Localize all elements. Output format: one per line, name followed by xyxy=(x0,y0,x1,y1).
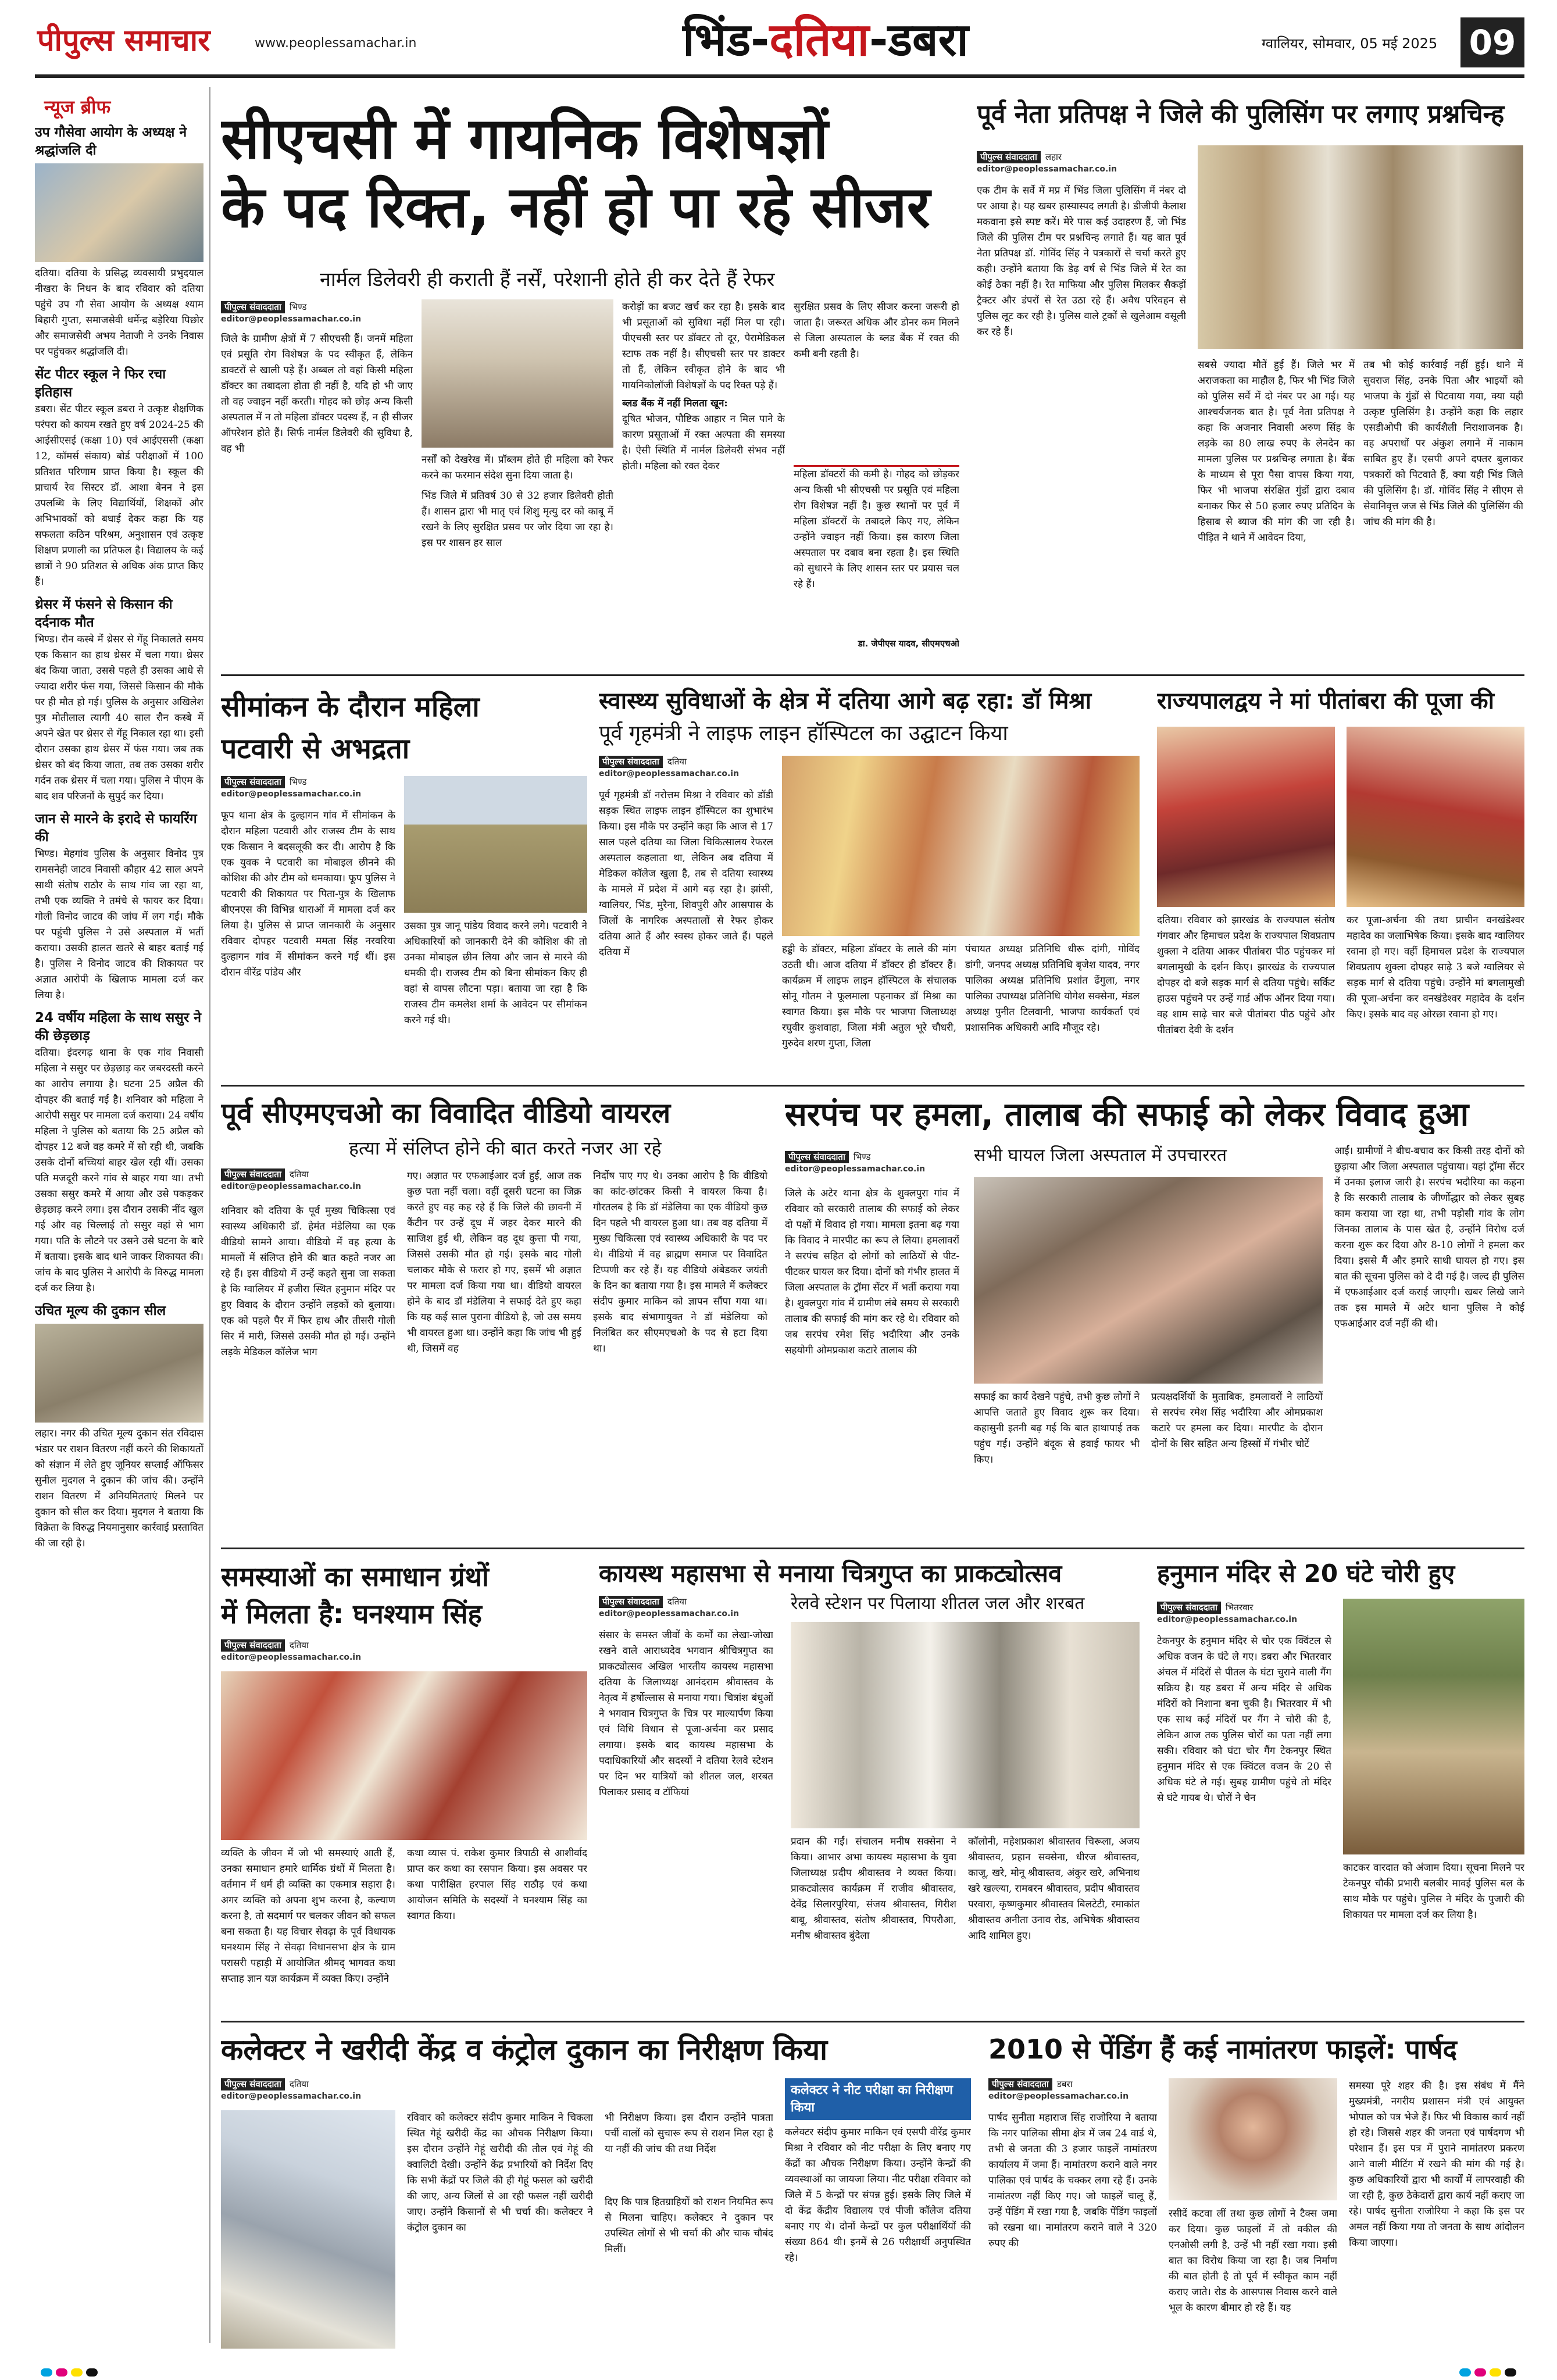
website-url: www.peoplessamachar.in xyxy=(255,36,417,51)
hospital-byline: पीपुल्स संवाददाता दतिया editor@peoplessamachar.co.in xyxy=(599,756,740,778)
caesar-body-3: करोड़ों का बजट खर्च कर रहा है। इसके बाद भी प्रसूताओं को सुविधा नहीं मिल पा रही। पीएचसी स्तर पर डॉक्टर तो दूर, पैरामेडिकल स्टाफ तक नहीं है। सीएचसी स्तर पर डाक्टर तो हैं, लेकिन स्वीकृत होने के बाद भी गायनिकोलॉजी विशेषज्ञों के पद रिक्त पड़े हैं। ब्लड बैंक में नहीं मिलता खून: दूषित भोजन, पौष्टिक आहार न मिल पाने के कारण प्रसूताओं में रक्त अल्पता की समस्या है। ऐसी स्थिति में नार्मल डिलेवरी संभव नहीं होती। महिला को रक्त देकर xyxy=(622,301,785,472)
magenta-mark xyxy=(1474,2368,1486,2377)
story-hanuman xyxy=(1157,1552,1524,2017)
neet-box-title: कलेक्टर ने नीट परीक्षा का निरीक्षण किया xyxy=(785,2078,971,2120)
policing-body-1: एक टीम के सर्वे में मप्र में भिंड जिला पुलिसिंग में नंबर दो पर आया है। यह खबर हास्यास्पद लगती है। डीजीपी कैलाश मकवाना इसे स्पष्ट करें। मेरे पास कई उदाहरण हैं, जो भिंड जिले की पुलिस टीम पर प्रश्नचिन्ह लगाते हैं। यह बात पूर्व नेता प्रतिपक्ष डॉ. गोविंद सिंह ने पत्रकारों से चर्चा करते हुए कही। उन्होंने बताया कि डेढ़ वर्ष से भिंड जिले में रेत का कोई ठेका नहीं है। रेत माफिया और पुलिस मिलकर सैकड़ों ट्रैक्टर और डंपरों से रेत उठा रहे हैं। अवैध परिवहन से पुलिस लूट कर रही है। पुलिस वाले ट्रकों से खुलेआम वसूली कर रहे हैं। xyxy=(977,185,1186,338)
cmho-body-3: निर्दोष पाए गए थे। उनका आरोप है कि वीडियो का कांट-छांटकर किसी ने वायरल किया है। गौरतलब है कि डॉ मंडेलिया का एक वीडियो कुछ दिन पहले भी वायरल हुआ था। तब वह दतिया में मुख्य चिकित्सा एवं स्वास्थ्य अधिकारी के पद पर थे। वीडियो में वह ब्राह्मण समाज पर विवादित टिप्पणी कर रहे हैं। यह वीडियो अंबेडकर जयंती के दिन का बताया गया है। इस मामले में कलेक्टर संदीप कुमार माकिन को ज्ञापन सौंपा गया था। इसके बाद संभागायुक्त ने डॉ मंडेलिया को निलंबित कर सीएमएचओ के पद से हटा दिया था। xyxy=(593,1170,767,1355)
patwari-body-1: फूप थाना क्षेत्र के दुल्हागन गांव में सीमांकन के दौरान महिला पटवारी और राजस्व टीम के साथ एक किसान ने बदसलूकी कर दी। आरोप है कि एक युवक ने पटवारी का मोबाइल छीनने की कोशिश की और टीम को धमकाया। फूप पुलिस ने पटवारी की शिकायत पर पिता-पुत्र के खिलाफ बीएनएस की विभिन्न धाराओं में मामला दर्ज कर लिया है। पुलिस से प्राप्त जानकारी के अनुसार रविवार दोपहर पटवारी ममता सिंह नरवरिया दुल्हागन गांव में सीमांकन करने गई थीं। इस दौरान वीरेंद्र पांडेय और xyxy=(221,810,395,978)
caesar-subhead: नार्मल डिलेवरी ही कराती हैं नर्सें, परेशानी होते ही कर देते हैं रेफर xyxy=(320,269,775,291)
collector-headline: कलेक्टर ने खरीदी केंद्र व कंट्रोल दुकान का निरीक्षण किया xyxy=(221,2033,828,2067)
granth-photo xyxy=(221,1671,587,1840)
left-column-divider xyxy=(209,87,210,2343)
story-caesar xyxy=(221,87,962,671)
sarpanch-body-2: सफाई का कार्य देखने पहुंचे, तभी कुछ लोगों ने आपत्ति जताते हुए विवाद शुरू कर दिया। कहासुनी इतनी बढ़ गई कि बात हाथापाई तक पहुंच गई। उन्होंने बंदूक से हवाई फायर भी किए। xyxy=(974,1391,1140,1466)
masthead-rule xyxy=(35,74,1524,78)
neet-box xyxy=(785,2078,971,2352)
pitambara-photo-2 xyxy=(1347,727,1524,907)
brief-item: उप गौसेवा आयोग के अध्यक्ष ने श्रद्धांजलि दी दतिया। दतिया के प्रसिद्ध व्यवसायी प्रभुदयाल नीखरा के निधन के बाद रविवार को दतिया पहुंचे उप गौ सेवा आयोग के अध्यक्ष श्याम बिहारी गुप्ता, समाजसेवी धर्मेन्द्र बड़ेरिया पिछोर और समाजसेवी अभय नेताजी ने उनके निवास पर पहुंचकर श्रद्धांजलि दी। xyxy=(35,125,203,358)
cmho-body-1: शनिवार को दतिया के पूर्व मुख्य चिकित्सा एवं स्वास्थ्य अधिकारी डॉ. हेमंत मंडेलिया का एक वीडियो सामने आया। वीडियो में वह हत्या के मामलों में संलिप्त होने की बात कहते नजर आ रहे हैं। इस वीडियो में उन्हें कहते सुना जा सकता है कि ग्वालियर में हजीरा स्थित हनुमान मंदिर पर हुए विवाद के दौरान उन्होंने लड़कों को बुलाया। एक को पहले पैर में फिर हाथ और तीसरी गोली सिर में मारी, जिससे उसकी मौत हो गई। उन्होंने लड़के मेडिकल कॉलेज भाग xyxy=(221,1205,395,1358)
kayastha-headline: कायस्थ महासभा से मनाया चित्रगुप्त का प्राकट्योत्सव xyxy=(599,1559,1062,1588)
kayastha-body-2: प्रदान की गईं। संचालन मनीष सक्सेना ने किया। आभार अभा कायस्थ महासभा के युवा जिलाध्यक्ष प्रदीप श्रीवास्तव ने व्यक्त किया। प्राकट्योत्सव कार्यक्रम में राजीव श्रीवास्तव, देवेंद्र सिलारपुरिया, संजय श्रीवास्तव, गिरीश बाबू, श्रीवास्तव, संतोष श्रीवास्तव, पिपरौआ, मनीष श्रीवास्तव बुंदेला xyxy=(791,1836,956,1942)
hospital-photo xyxy=(782,756,1140,936)
black-mark xyxy=(86,2368,98,2377)
story-pitambara xyxy=(1157,680,1524,1081)
patwari-photo xyxy=(404,776,587,913)
hanuman-photo xyxy=(1343,1599,1524,1854)
granth-body-1: व्यक्ति के जीवन में जो भी समस्याएं आती हैं, उनका समाधान हमारे धार्मिक ग्रंथों में मिलता है। वर्तमान में धर्म ही व्यक्ति का एकमात्र सहारा है। अगर व्यक्ति को अपना शुभ करना है, कल्याण करना है, तो सदमार्ग पर चलकर जीवन को सफल बना सकता है। यह विचार सेवढ़ा के पूर्व विधायक घनश्याम सिंह ने सेवढ़ा विधानसभा क्षेत्र के ग्राम परासरी पहाड़ी में आयोजित श्रीमद् भागवत कथा सप्ताह ज्ञान यज्ञ कार्यक्रम में व्यक्त किए। उन्होंने xyxy=(221,1847,395,1985)
kayastha-byline: पीपुल्स संवाददाता दतिया editor@peoplessamachar.co.in xyxy=(599,1596,740,1618)
pitambara-body-2: कर पूजा-अर्चना की तथा प्राचीन वनखंडेश्वर महादेव का जलाभिषेक किया। इसके बाद ग्वालियर रवाना हो गए। वहीं हिमाचल प्रदेश के राज्यपाल शिवप्रताप शुक्ला दोपहर साढ़े 3 बजे ग्वालियर से सड़क मार्ग से दतिया पहुंचे। उन्होंने मां बगलामुखी की पूजा-अर्चना कर वनखंडेश्वर महादेव के दर्शन किए। इसके बाद वह ओरछा रवाना हो गए। xyxy=(1347,914,1524,1020)
story-patwari xyxy=(221,680,587,1081)
cyan-mark xyxy=(1459,2368,1471,2377)
namantaran-body-1: पार्षद सुनीता महाराज सिंह राजोरिया ने बताया कि नगर पालिका सीमा क्षेत्र में जब 24 वार्ड थे, तभी से जनता की 3 हजार फाइलें नामांतरण कार्यालय में जमा हैं। नामांतरण कराने वाले नगर पालिका एवं पार्षद के चक्कर लगा रहे हैं। उनके नामांतरण नहीं किए गए। जो फाइलें चालू हैं, उन्हें पेंडिंग में रखा गया है, जबकि पेंडिंग फाइलों को रखना था। नामांतरण कराने वाले ने 320 रुपए की xyxy=(988,2112,1157,2249)
hanuman-headline: हनुमान मंदिर से 20 घंटे चोरी हुए xyxy=(1157,1559,1455,1588)
cmho-body-2: गए। अज्ञात पर एफआईआर दर्ज हुई, आज तक कुछ पता नहीं चला। वहीं दूसरी घटना का जिक्र करते हुए वह कह रहे हैं कि जिले की छावनी में कैंटीन पर उन्हें दूध में जहर देकर मारने की साजिश हुई थी, लेकिन वह दूध कुत्ता पी गया, जिससे उसकी मौत हो गई। इसके बाद गोली चलाकर मौके से फरार हो गए, इसमें भी अज्ञात पर मामला दर्ज किया गया था। वीडियो वायरल होने के बाद डॉ मंडेलिया ने सफाई देते हुए कहा कि यह कई साल पुराना वीडियो है, जो उस समय भी वायरल हुआ था। उन्होंने कहा कि जांच भी हुई थी, जिसमें वह xyxy=(407,1170,581,1355)
brief-item: जान से मारने के इरादे से फायरिंग की भिण्ड। मेहगांव पुलिस के अनुसार विनोद पुत्र रामसनेही जाटव निवासी कौहार 42 साल अपने साथी संतोष राठौर के साथ गांव जा रहा था, तभी एक व्यक्ति ने तमंचे से फायर कर दिया। गोली विनोद जाटव की जांघ में लग गई। मौके पर पहुंची पुलिस ने उसे अस्पताल में भर्ती कराया। उसकी हालत खतरे से बाहर बताई गई है। पुलिस ने विनोद जाटव की शिकायत पर अज्ञात आरोपी के खिलाफ मामला दर्ज कर लिया है। xyxy=(35,812,203,1001)
sarpanch-body-1: जिले के अटेर थाना क्षेत्र के शुक्लपुरा गांव में रविवार को सरकारी तालाब की सफाई को लेकर दो पक्षों में विवाद हो गया। मामला इतना बढ़ गया कि विवाद ने मारपीट का रूप ले लिया। हमलावरों ने सरपंच सहित दो लोगों को लाठियों से पीट-पीटकर घायल कर दिया। दोनों को गंभीर हालत में जिला अस्पताल के ट्रॉमा सेंटर में भर्ती कराया गया है। शुक्लपुरा गांव में ग्रामीण लंबे समय से सरकारी तालाब की सफाई की मांग कर रहे थे। रविवार को जब सरपंच रमेश सिंह भदौरिया और उनके सहयोगी ओमप्रकाश कटारे तालाब की xyxy=(785,1188,959,1356)
caesar-headline: सीएचसी में गायनिक विशेषज्ञों के पद रिक्त, नहीं हो पा रहे सीजर xyxy=(221,106,930,241)
namantaran-byline: पीपुल्स संवाददाता डबरा editor@peoplessamachar.co.in xyxy=(988,2079,1129,2101)
granth-byline: पीपुल्स संवाददाता दतिया editor@peoplessamachar.co.in xyxy=(221,1640,362,1662)
collector-photo xyxy=(221,2110,395,2349)
story-collector xyxy=(221,2026,971,2357)
brief-item: सेंट पीटर स्कूल ने फिर रचा इतिहास डबरा। सेंट पीटर स्कूल डबरा ने उत्कृष्ट शैक्षणिक परंपरा को कायम रखते हुए वर्ष 2024-25 की आईसीएसई (कक्षा 10) एवं आईएससी (कक्षा 12, कॉमर्स संकाय) बोर्ड परीक्षाओं में 100 प्रतिशत परिणाम प्राप्त किया है। स्कूल की प्राचार्य रेव सिस्टर डॉ. आशा बेनन ने इस उपलब्धि के लिए विद्यार्थियों, शिक्षकों और अभिभावकों को बधाई देकर कहा कि यह सफलता कठिन परिश्रम, अनुशासन एवं उत्कृष्ट शिक्षण प्रणाली का प्रतिफल है। विद्यालय के कई छात्रों ने 90 प्रतिशत से अधिक अंक प्राप्त किए हैं। xyxy=(35,367,203,588)
caesar-body-1: जिले के ग्रामीण क्षेत्रों में 7 सीएचसी हैं। जनमें महिला एवं प्रसूति रोग विशेषज्ञ के पद स्वीकृत हैं, लेकिन डाक्टरों से खाली पड़े हैं। अब्बल तो वहां किसी महिला डॉक्टर का तबादला होता ही नहीं है, यदि हो भी जाए तो वह ज्वाइन नहीं करती। गोहद को छोड़ अन्य किसी अस्पताल में न तो महिला डॉक्टर पदस्थ हैं, न ही सीजर ऑपरेशन होते हैं। सिर्फ नार्मल डिलेवरी की सुविधा है, वह भी xyxy=(221,333,413,455)
namantaran-headline: 2010 से पेंडिंग हैं कई नामांतरण फाइलें: पार्षद xyxy=(988,2034,1457,2065)
kayastha-subhead: रेलवे स्टेशन पर पिलाया शीतल जल और शरबत xyxy=(791,1593,1085,1614)
story-kayastha xyxy=(599,1552,1140,2017)
policing-headline: पूर्व नेता प्रतिपक्ष ने जिले की पुलिसिंग पर लगाए प्रश्नचिन्ह xyxy=(977,99,1505,129)
print-registration-marks xyxy=(0,2365,1557,2380)
story-namantaran xyxy=(988,2026,1524,2357)
brand-name: पीपुल्स समाचार xyxy=(37,23,210,58)
yellow-mark xyxy=(1490,2368,1501,2377)
patwari-headline: सीमांकन के दौरान महिला पटवारी से अभद्रता xyxy=(221,691,480,765)
pitambara-photo-1 xyxy=(1157,727,1335,907)
brand-logo xyxy=(37,23,210,58)
caesar-photo xyxy=(422,299,613,448)
caesar-body-5: सुरक्षित प्रसव के लिए सीजर करना जरूरी हो जाता है। जरूरत अधिक और डोनर कम मिलने से जिला अस्पताल के ब्लड बैंक में रक्त की कमी बनी रहती है। xyxy=(794,301,959,360)
story-cmho xyxy=(221,1090,767,1543)
hospital-body-1: पूर्व गृहमंत्री डॉ नरोत्तम मिश्रा ने रविवार को डॉडी सड़क स्थित लाइफ लाइन हॉस्पिटल का शुभारंभ किया। इस मौके पर उन्होंने कहा कि आज से 17 साल पहले दतिया का जिला चिकित्सालय रेफरल अस्पताल कहलाता था, लेकिन अब दतिया में मेडिकल कॉलेज खुला है, तब से दतिया स्वास्थ्य के मामले में प्रदेश में आगे बढ़ रहा है। झांसी, ग्वालियर, भिंड, मुरैना, शिवपुरी और आसपास के जिलों के नागरिक अस्पतालों से रेफर होकर दतिया आते हैं और स्वस्थ होकर जाते हैं। पहले दतिया में xyxy=(599,789,773,958)
brief-item: थ्रेसर में फंसने से किसान की दर्दनाक मौत भिण्ड। रौन कस्बे में थ्रेसर से गेंहू निकालते समय एक किसान का हाथ थ्रेसर में चला गया। थ्रेसर बंद किया जाता, उससे पहले ही उसका आधे से ज्यादा शरीर फंस गया, जिससे किसान की मौके पर ही मौत हो गई। पुलिस के अनुसार अखिलेश पुत्र मोतीलाल त्यागी 40 साल रौन कस्बे में अपने खेत पर थ्रेसर से गेंहू निकाल रहा था। इसी दौरान उसका हाथ थ्रेसर में फंस गया। जब तक थ्रेसर को बंद किया जाता, तब तक उसका शरीर गर्दन तक थ्रेसर में चला गया। पुलिस ने पीएम के बाद शव परिजनों के सुपुर्द कर दिया। xyxy=(35,597,203,802)
row-divider-2 xyxy=(221,1085,1524,1087)
dateline: ग्वालियर, सोमवार, 05 मई 2025 xyxy=(1262,35,1438,52)
caesar-quote-box: महिला डॉक्टरों की कमी है। गोहद को छोड़कर अन्य किसी भी सीएचसी पर प्रसूति एवं महिला रोग विशेषज्ञ नहीं है। कुछ स्थानों पर पूर्व में महिला डॉक्टरों के तबादले किए गए, लेकिन उन्होंने ज्वाइन नहीं किया। इस कारण जिला अस्पताल पर दबाव बना रहता है। इस स्थिति को सुधारने के लिए शासन स्तर पर प्रयास चल रहे हैं। डा. जेपीएस यादव, सीएमएचओ xyxy=(794,465,959,673)
namantaran-body-2: रसीदें कटवा लीं तथा कुछ लोगों ने टैक्स जमा कर दिया। कुछ फाइलों में तो वकील की एनओसी लगी है, उन्हें भी नहीं रखा गया। इसी बात का विरोध किया जा रहा है। जब निर्माण की बात होती है तो पूर्व में स्वीकृत काम नहीं कराए जाते। रोड के आसपास निवास करने वाले भूल के कारण बीमार हो रहे हैं। यह xyxy=(1169,2208,1337,2314)
namantaran-portrait xyxy=(1169,2078,1337,2200)
hospital-kicker: स्वास्थ्य सुविधाओं के क्षेत्र में दतिया आगे बढ़ रहा: डॉ मिश्रा xyxy=(599,688,1092,714)
sarpanch-subhead: सभी घायल जिला अस्पताल में उपचाररत xyxy=(974,1145,1227,1166)
sarpanch-body-3: प्रत्यक्षदर्शियों के मुताबिक, हमलावरों ने लाठियों से सरपंच रमेश सिंह भदौरिया और ओमप्रकाश कटारे पर हमला कर दिया। मारपीट के दौरान दोनों के सिर सहित अन्य हिस्सों में गंभीर चोटें xyxy=(1151,1391,1323,1450)
story-policing xyxy=(977,87,1523,671)
granth-body-2: कथा व्यास पं. राकेश कुमार त्रिपाठी से आशीर्वाद प्राप्त कर कथा का रसपान किया। इस अवसर पर कथा पारीक्षित हरपाल सिंह राठौड़ एवं कथा आयोजन समिति के सदस्यों ने घनश्याम सिंह का स्वागत किया। xyxy=(407,1847,587,1922)
row-divider-4 xyxy=(221,2021,1524,2022)
masthead xyxy=(0,0,1557,81)
news-brief-list xyxy=(35,124,203,1552)
policing-byline: पीपुल्स संवाददाता लहार editor@peoplessamachar.co.in xyxy=(977,152,1117,174)
neet-box-body: कलेक्टर संदीप कुमार माकिन एवं एसपी वीरेंद्र कुमार मिश्रा ने रविवार को नीट परीक्षा के लिए बनाए गए केंद्रों का औचक निरीक्षण किया। उन्होंने केन्द्रों की व्यवस्थाओं का जायजा लिया। नीट परीक्षा रविवार को जिले में 5 केन्द्रों पर संपन्न हुई। इसके लिए जिले में दो केंद्र केंद्रीय विद्यालय एवं पीजी कॉलेज दतिया बनाए गए थे। दोनों केन्द्रों पर कुल परीक्षार्थियों की संख्या 864 थी। इनमें से 26 परीक्षार्थी अनुपस्थित रहे। xyxy=(785,2127,971,2264)
patwari-byline: पीपुल्स संवाददाता भिण्ड editor@peoplessamachar.co.in xyxy=(221,777,362,799)
sarpanch-photo xyxy=(974,1177,1323,1384)
brief-photo xyxy=(35,163,203,262)
kayastha-photo xyxy=(791,1622,1140,1828)
hospital-body-3: पंचायत अध्यक्ष प्रतिनिधि धीरू दांगी, गोविंद डांगी, जनपद अध्यक्ष प्रतिनिधि बृजेश यादव, नगर पालिका अध्यक्ष प्रतिनिधि प्रशांत ढेंगुला, नगर पालिका उपाध्यक्ष प्रतिनिधि योगेश सक्सेना, मंडल अध्यक्ष पुनीत टिलवानी, भाजपा कार्यकर्ता एवं प्रशासनिक अधिकारी आदि मौजूद रहे। xyxy=(965,944,1140,1034)
kayastha-body-3: कॉलोनी, महेशप्रकाश श्रीवास्तव चिरूला, अजय श्रीवास्तव, प्रहान सक्सेना, धीरज श्रीवास्तव, काजू, खरे, मोनू श्रीवास्तव, अंकुर खरे, अभिनाथ खरे खल्ल्या, रामबरन श्रीवास्तव, प्रदीप श्रीवास्तव परवारा, कृष्णकुमार श्रीवास्तव बिलटेटी, रमाकांत श्रीवास्तव अनीता उनाव रोड, अभिषेक श्रीवास्तव आदि शामिल हुए। xyxy=(968,1836,1140,1942)
story-granth xyxy=(221,1552,587,2017)
cmho-headline: पूर्व सीएमएचओ का विवादित वीडियो वायरल xyxy=(221,1097,671,1130)
brief-item: 24 वर्षीय महिला के साथ ससुर ने की छेड़छाड़ दतिया। इंदरगढ़ थाना के एक गांव निवासी महिला ने ससुर पर छेड़छाड़ कर जबरदस्ती करने का आरोप लगाया है। घटना 25 अप्रैल की दोपहर की बताई गई है। शनिवार को महिला ने आरोपी ससुर पर मामला दर्ज कराया। 24 वर्षीय महिला ने पुलिस को बताया कि 25 अप्रैल को दोपहर 12 बजे वह कमरे में सो रही थी, जबकि उसके दोनों बच्चियां बाहर खेल रही थीं। उसका पति मजदूरी करने गांव से बाहर गया था। तभी उसका ससुर कमरे में आया और उसे पकड़कर छेड़छाड़ करने लगा। इस दौरान उसकी नींद खुल गई और वह चिल्लाई तो ससुर वहां से भाग गया। पति के लौटने पर उसने उसे घटना के बारे में बताया। इसके बाद थाने जाकर शिकायत की। जांच के बाद पुलिस ने आरोपी के विरुद्ध मामला दर्ज कर लिया है। xyxy=(35,1010,203,1294)
yellow-mark xyxy=(71,2368,83,2377)
kayastha-body-1: संसार के समस्त जीवों के कर्मों का लेखा-जोखा रखने वाले आराध्यदेव भगवान श्रीचित्रगुप्त का प्राकट्योत्सव अखिल भारतीय कायस्थ महासभा दतिया के जिलाध्यक्ष आनंदराम श्रीवास्तव के नेतृत्व में हर्षोल्लास से मनाया गया। चित्रांश बंधुओं ने भगवान चित्रगुप्त के चित्र पर माल्यार्पण किया एवं विधि विधान से पूजा-अर्चना कर प्रसाद लगाया। इसके बाद कायस्थ महासभा के पदाधिकारियों और सदस्यों ने दतिया रेलवे स्टेशन पर दिन भर यात्रियों को शीतल जल, शरबत पिलाकर प्रसाद व टॉफियां xyxy=(599,1629,773,1798)
pitambara-headline: राज्यपालद्वय ने मां पीतांबरा की पूजा की xyxy=(1157,688,1494,714)
black-mark xyxy=(1505,2368,1516,2377)
policing-body-2: सबसे ज्यादा मौतें हुई हैं। जिले भर में अराजकता का माहौल है, फिर भी भिंड जिले को पुलिस सर्वे में दो नंबर पर आ गई। यह आश्चर्यजनक बात है। पूर्व नेता प्रतिपक्ष ने कहा कि अजनार निवासी अरुण सिंह के लड़के का 80 लाख रुपए के लेनदेन का मामला पुलिस पर प्रश्नचिन्ह लगाता है। बैंक के माध्यम से पूरा पैसा वापस किया गया, फिर भी भाजपा संरक्षित गुंडों द्वारा दबाव बनाकर फिर से 50 हजार रुपए प्रतिदिन के हिसाब से ब्याज की मांग की जा रही है। पीड़ित ने थाने में आवेदन दिया, xyxy=(1198,359,1355,544)
patwari-body-2: उसका पुत्र जानू पांडेय विवाद करने लगे। पटवारी ने अधिकारियों को जानकारी देने की कोशिश की तो उनका मोबाइल छीन लिया और जान से मारने की धमकी दी। राजस्व टीम को बिना सीमांकन किए ही वहां से वापस लौटना पड़ा। बताया जा रहा है कि राजस्व टीम कमलेश शर्मा के आवेदन पर सीमांकन करने गई थी। xyxy=(404,920,587,1026)
granth-headline: समस्याओं का समाधान ग्रंथों में मिलता है: घनश्याम सिंह xyxy=(221,1561,489,1629)
news-brief-column xyxy=(35,87,203,2343)
row-divider-1 xyxy=(221,674,1524,676)
hospital-headline: पूर्व गृहमंत्री ने लाइफ लाइन हॉस्पिटल का उद्घाटन किया xyxy=(599,721,1008,745)
page-number: 09 xyxy=(1460,17,1524,67)
hospital-body-2: हड्डी के डॉक्टर, महिला डॉक्टर के लाले की मांग उठती थी। आज दतिया में डॉक्टर ही डॉक्टर हैं। कार्यक्रम में लाइफ लाइन हॉस्पिटल के संचालक सोनू गौतम ने फूलमाला पहनाकर डॉ मिश्रा का स्वागत किया। इस मौके पर भाजपा जिलाध्यक्ष रघुवीर कुशवाहा, जिला मंत्री अतुल भूरे चौधरी, गुरुदेव शरण गुप्ता, जिला xyxy=(782,944,956,1049)
hanuman-body-2: काटकर वारदात को अंजाम दिया। सूचना मिलने पर टेकनपुर चौकी प्रभारी बलबीर मावई पुलिस बल के साथ मौके पर पहुंचे। पुलिस ने मंदिर के पुजारी की शिकायत पर मामला दर्ज कर लिया है। xyxy=(1343,1862,1524,1921)
brief-photo xyxy=(35,1324,203,1423)
sarpanch-byline: पीपुल्स संवाददाता भिण्ड editor@peoplessamachar.co.in xyxy=(785,1152,926,1174)
collector-body-1: रविवार को कलेक्टर संदीप कुमार माकिन ने चिकला स्थित गेहूं खरीदी केंद्र का औचक निरीक्षण किया। इस दौरान उन्होंने गेहूं खरीदी की तौल एवं गेहूं की क्वालिटी देखी। उन्होंने केंद्र प्रभारियों को निर्देश दिए कि सभी केंद्रों पर जिले की ही गेहूं फसल को खरीदी की जाए, अन्य जिलों से आ रही फसल नहीं खरीदी जाए। उन्होंने किसानों से भी चर्चा की। कलेक्टर ने कंट्रोल दुकान का xyxy=(407,2112,593,2234)
hanuman-byline: पीपुल्स संवाददाता भितरवार editor@peoplessamachar.co.in xyxy=(1157,1602,1298,1624)
policing-body-3: तब भी कोई कार्रवाई नहीं हुई। थाने में सुवराज सिंह, उनके पिता और भाइयों को भाजपा के गुंडों से पिटवाया गया, क्या यही उत्कृष्ट पुलिसिंग है। उन्होंने कहा कि लहार एसडीओपी की कार्यशैली निराशाजनक है। वह अपराधों पर अंकुश लगाने में नाकाम साबित हुए हैं। एसपी अपने दफ्तर बुलाकर पत्रकारों को पिटवाते हैं, क्या यही भिंड जिले की पुलिसिंग है। डॉ. गोविंद सिंह ने सीएम से सेवानिवृत्त जज से भिंड जिले की पुलिसिंग की जांच की मांग की है। xyxy=(1363,359,1523,528)
sarpanch-headline: सरपंच पर हमला, तालाब की सफाई को लेकर विवाद हुआ xyxy=(785,1096,1469,1134)
story-sarpanch xyxy=(785,1090,1524,1543)
namantaran-body-3: समस्या पूरे शहर की है। इस संबंध में मैंने मुख्यमंत्री, नगरीय प्रशासन मंत्री एवं आयुक्त भोपाल को पत्र भेजे हैं। फिर भी विकास कार्य नहीं हो रहे। जिससे शहर की जनता एवं पार्षदगण भी परेशान हैं। इस पत्र में पुराने नामांतरण प्रकरण आने वाली मीटिंग में रखने की मांग की गई है। कुछ अधिकारियों द्वारा भी कार्यों में लापरवाही की जा रही है, कुछ ठेकेदारों द्वारा कार्य नहीं कराए जा रहे। पार्षद सुनीता राजोरिया ने कहा कि इस पर अमल नहीं किया गया तो जनता के साथ आंदोलन किया जाएगा। xyxy=(1349,2080,1524,2249)
cyan-mark xyxy=(41,2368,52,2377)
hanuman-body-1: टेकनपुर के हनुमान मंदिर से चोर एक क्विंटल से अधिक वजन के घंटे ले गए। डबरा और भितरवार अंचल में मंदिरों से पीतल के घंटा चुराने वाली गैंग सक्रिय है। यह डबरा में अन्य मंदिर से अधिक मंदिरों को निशाना बना चुकी है। भितरवार में भी एक साथ कई मंदिरों पर गैंग ने चोरी की है, लेकिन आज तक पुलिस चोरों का पता नहीं लगा सकी। रविवार को घंटा चोर गैंग टेकनपुर स्थित हनुमान मंदिर से एक क्विंटल वजन के 20 से अधिक घंटे ले गई। सुबह ग्रामीण पहुंचे तो मंदिर से घंटे गायब थे। चोरों ने चेन xyxy=(1157,1635,1331,1804)
collector-body-2: भी निरीक्षण किया। इस दौरान उन्होंने पात्रता पर्ची वालों को सुचारू रूप से राशन मिल रहा है या नहीं की जांच की तथा निर्देश xyxy=(605,2112,773,2155)
row-divider-3 xyxy=(221,1548,1524,1549)
brief-item: उचित मूल्य की दुकान सील लहार। नगर की उचित मूल्य दुकान संत रविदास भंडार पर राशन वितरण नहीं करने की शिकायतों को संज्ञान में लेते हुए जूनियर सप्लाई ऑफिसर सुनील मुदगल ने दुकान की जांच की। उन्होंने राशन वितरण में अनियमितताएं मिलने पर दुकान को सील कर दिया। मुदगल ने बताया कि विक्रेता के विरुद्ध नियमानुसार कार्रवाई प्रस्तावित की जा रही है। xyxy=(35,1303,203,1549)
pitambara-body-1: दतिया। रविवार को झारखंड के राज्यपाल संतोष गंगवार और हिमाचल प्रदेश के राज्यपाल शिवप्रताप शुक्ला ने दतिया आकर पीतांबरा पीठ पहुंचकर मां बगलामुखी के दर्शन किए। झारखंड के राज्यपाल दोपहर दो बजे सड़क मार्ग से दतिया पहुंचे। सर्किट हाउस पहुंचने पर उन्हें गार्ड ऑफ ऑनर दिया गया। वह शाम साढ़े चार बजे पीतांबरा पीठ पहुंचे और पीतांबरा देवी के दर्शन xyxy=(1157,914,1335,1036)
collector-body-3: दिए कि पात्र हितग्राहियों को राशन नियमित रूप से मिलना चाहिए। कलेक्टर ने दुकान पर उपस्थित लोगों से भी चर्चा की और चाक चौबंद मिलीं। xyxy=(605,2196,773,2255)
policing-photo xyxy=(1198,145,1523,349)
sarpanch-body-4: आईं। ग्रामीणों ने बीच-बचाव कर किसी तरह दोनों को छुड़ाया और जिला अस्पताल पहुंचाया। यहां ट्रॉमा सेंटर में उनका इलाज जारी है। सरपंच भदौरिया का कहना है कि सरकारी तालाब के जीर्णोद्धार को लेकर सुबह काम कराया जा रहा था, तभी पड़ोसी गांव के लोग जिनका तालाब के पास खेत है, उन्होंने विरोध दर्ज करना शुरू कर दिया और 8-10 लोगों ने हमला कर दिया। इससे मैं और हमारे साथी घायल हो गए। इस बात की सूचना पुलिस को दे दी गई है। जल्द ही पुलिस में एफआईआर दर्ज कराई जाएगी। खबर लिखे जाने तक इस मामले में अटेर थाना पुलिस ने कोई एफआईआर दर्ज नहीं की थी। xyxy=(1334,1145,1524,1330)
story-hospital xyxy=(599,680,1140,1081)
magenta-mark xyxy=(56,2368,67,2377)
caesar-body-2: भिंड जिले में प्रतिवर्ष 30 से 32 हजार डिलेवरी होती हैं। शासन द्वारा भी मातृ एवं शिशु मृत्यु दर को काबू में रखने के लिए सुरक्षित प्रसव पर जोर दिया जा रहा है। इस पर शासन हर साल xyxy=(422,490,613,549)
news-brief-label: न्यूज ब्रीफ xyxy=(44,96,111,118)
section-title: भिंड-दतिया-डबरा xyxy=(683,14,969,66)
caesar-byline: पीपुल्स संवाददाता भिण्ड editor@peoplessamachar.co.in xyxy=(221,302,362,324)
collector-byline: पीपुल्स संवाददाता दतिया editor@peoplessamachar.co.in xyxy=(221,2079,362,2101)
cmho-subhead: हत्या में संलिप्त होने की बात करते नजर आ रहे xyxy=(349,1137,662,1159)
caesar-caption: नर्सों को देखरेख में। प्रॉब्लम होते ही महिला को रेफर करने का फरमान संदेश सुना दिया जाता है। xyxy=(422,454,613,481)
cmho-byline: पीपुल्स संवाददाता दतिया editor@peoplessamachar.co.in xyxy=(221,1169,362,1191)
